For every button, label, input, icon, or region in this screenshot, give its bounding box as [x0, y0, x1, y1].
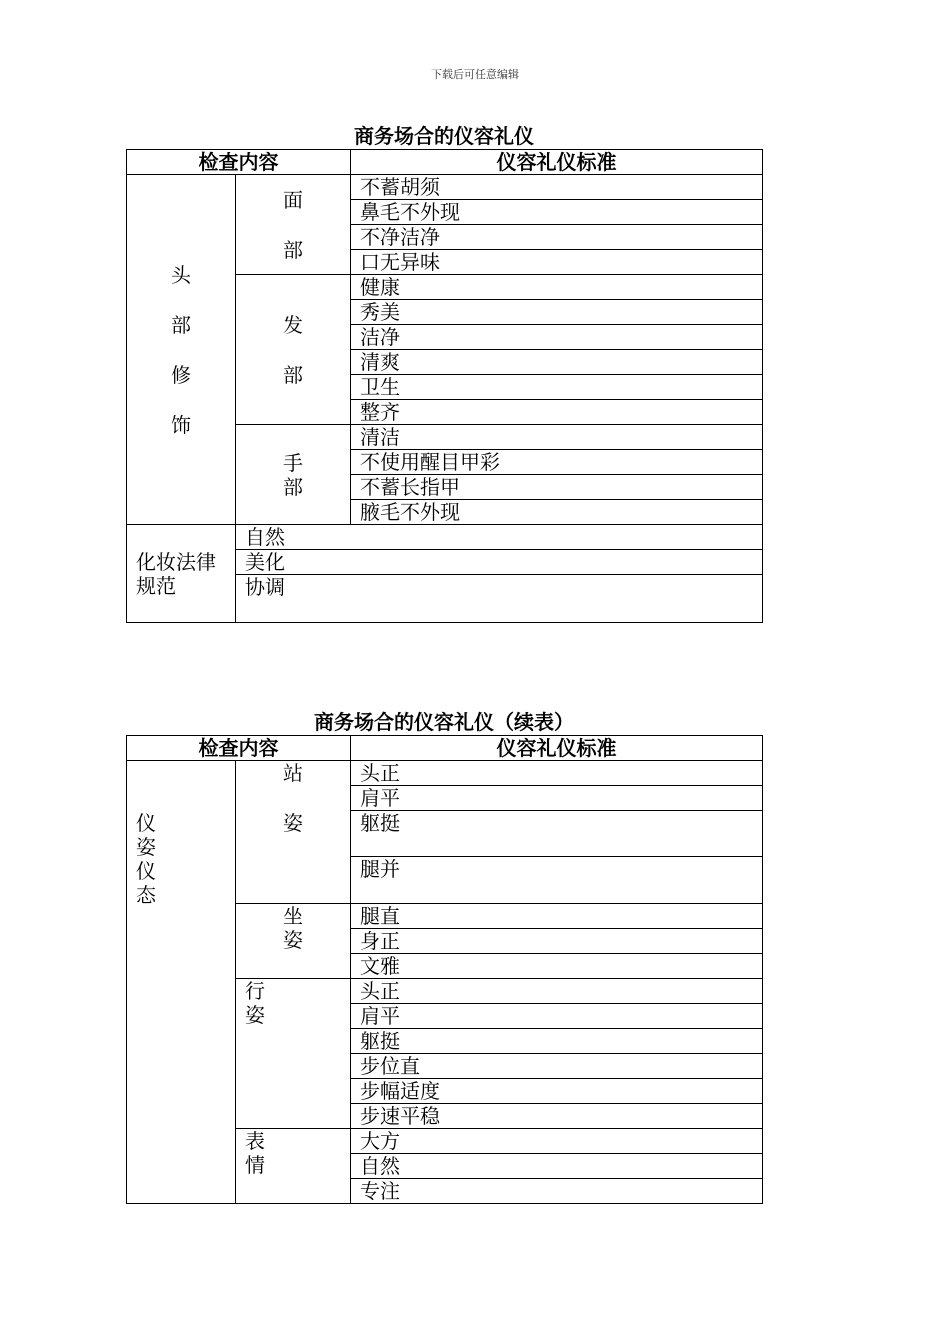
standard-item: 卫生	[351, 375, 763, 400]
standard-item: 腿并	[351, 857, 763, 904]
sub-sit: 坐 姿	[236, 904, 351, 979]
standard-item: 步幅适度	[351, 1079, 763, 1104]
sub-expression: 表 情	[236, 1129, 351, 1204]
standard-item: 整齐	[351, 400, 763, 425]
sub-hair: 发 部	[236, 275, 351, 425]
group-posture: 仪 姿 仪 态	[127, 761, 236, 1204]
standard-item: 躯挺	[351, 811, 763, 857]
group-head-decoration: 头 部 修 饰	[127, 175, 236, 525]
standard-item: 清洁	[351, 425, 763, 450]
table2-col-standard: 仪容礼仪标准	[351, 736, 763, 761]
table1	[126, 149, 763, 623]
standard-item: 步速平稳	[351, 1104, 763, 1129]
makeup-item: 协调	[236, 575, 763, 623]
standard-item: 不净洁净	[351, 225, 763, 250]
standard-item: 鼻毛不外现	[351, 200, 763, 225]
sub-face: 面 部	[236, 175, 351, 275]
standard-item: 清爽	[351, 350, 763, 375]
standard-item: 肩平	[351, 1004, 763, 1029]
sub-stand: 站 姿	[236, 761, 351, 904]
table1-col-standard: 仪容礼仪标准	[351, 150, 763, 175]
standard-item: 身正	[351, 929, 763, 954]
standard-item: 腋毛不外现	[351, 500, 763, 525]
table2-col-check: 检查内容	[127, 736, 351, 761]
standard-item: 文雅	[351, 954, 763, 979]
standard-item: 健康	[351, 275, 763, 300]
group-makeup-rules: 化妆法律 规范	[127, 525, 236, 623]
standard-item: 大方	[351, 1129, 763, 1154]
standard-item: 腿直	[351, 904, 763, 929]
standard-item: 口无异味	[351, 250, 763, 275]
standard-item: 步位直	[351, 1054, 763, 1079]
makeup-item: 自然	[236, 525, 763, 550]
sub-walk: 行 姿	[236, 979, 351, 1129]
standard-item: 不蓄长指甲	[351, 475, 763, 500]
standard-item: 不蓄胡须	[351, 175, 763, 200]
table2	[126, 735, 763, 1204]
standard-item: 头正	[351, 761, 763, 786]
header-note: 下载后可任意编辑	[431, 68, 519, 81]
standard-item: 肩平	[351, 786, 763, 811]
standard-item: 不使用醒目甲彩	[351, 450, 763, 475]
makeup-item: 美化	[236, 550, 763, 575]
sub-hand: 手 部	[236, 425, 351, 525]
standard-item: 躯挺	[351, 1029, 763, 1054]
standard-item: 自然	[351, 1154, 763, 1179]
table2-title: 商务场合的仪容礼仪（续表）	[314, 710, 574, 734]
standard-item: 秀美	[351, 300, 763, 325]
standard-item: 洁净	[351, 325, 763, 350]
table1-title: 商务场合的仪容礼仪	[354, 124, 534, 148]
table1-col-check: 检查内容	[127, 150, 351, 175]
standard-item: 专注	[351, 1179, 763, 1204]
standard-item: 头正	[351, 979, 763, 1004]
